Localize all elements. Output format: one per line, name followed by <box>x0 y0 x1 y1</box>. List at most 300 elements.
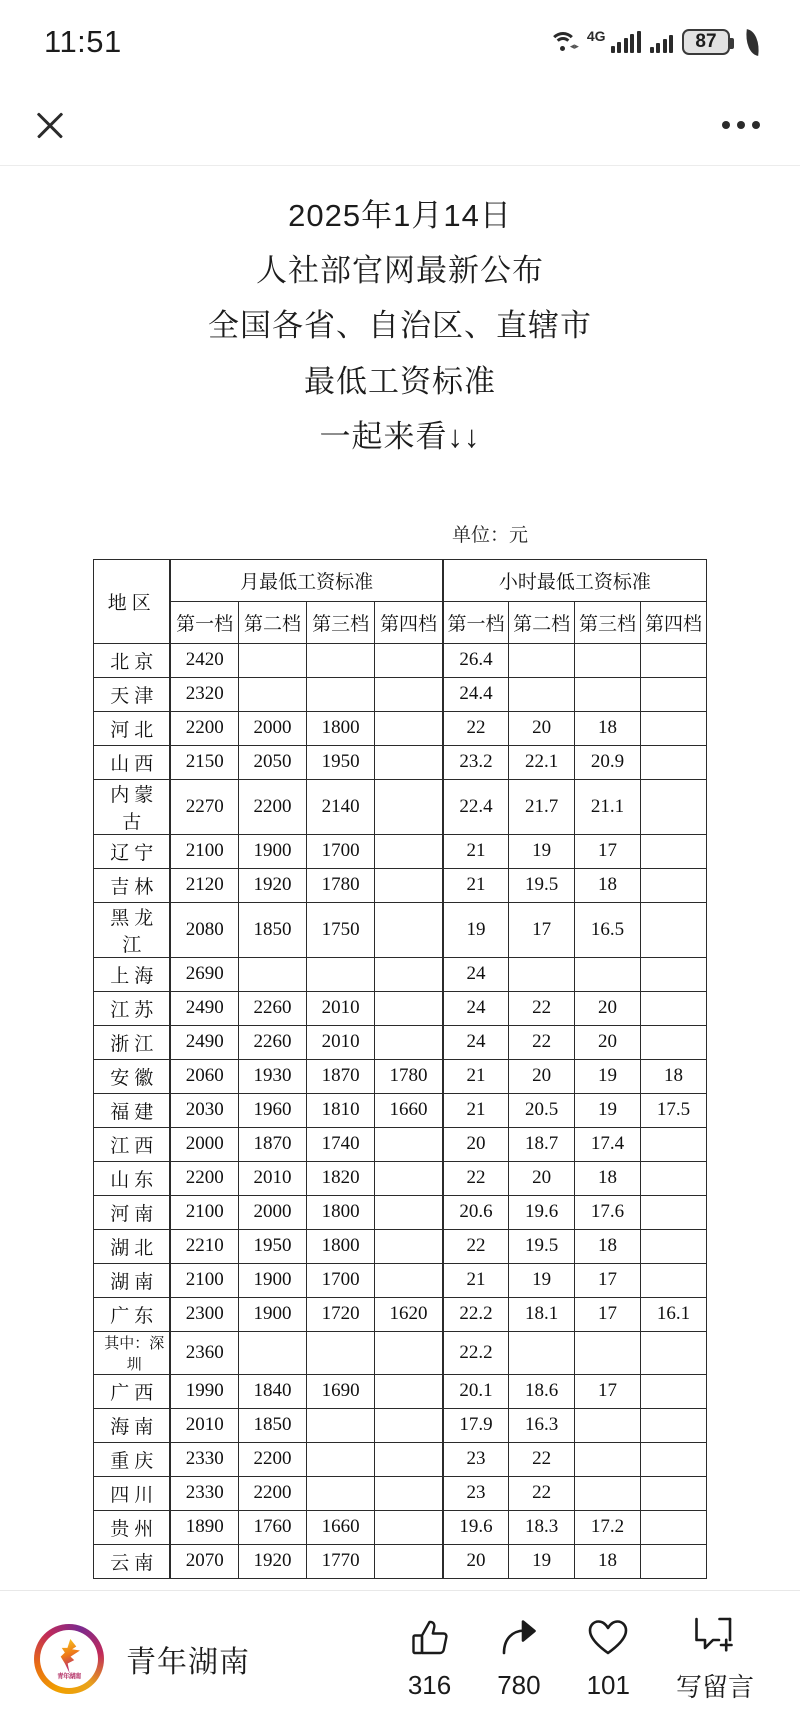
table-cell-hourly-tier-4 <box>641 991 707 1025</box>
table-cell-monthly-tier-4 <box>375 1195 443 1229</box>
table-row <box>94 643 707 677</box>
table-cell-monthly-tier-4 <box>375 1544 443 1578</box>
table-cell-monthly-tier-4 <box>375 1127 443 1161</box>
table-cell-monthly-tier-1: 2010 <box>170 1408 238 1442</box>
table-cell-region: 天津 <box>94 677 171 711</box>
headline-line-3: 全国各省、自治区、直辖市 <box>208 308 592 344</box>
table-tier-header-row <box>94 601 707 643</box>
table-cell-monthly-tier-3: 1740 <box>307 1127 375 1161</box>
table-cell-hourly-tier-2 <box>509 957 575 991</box>
table-cell-region: 山东 <box>94 1161 171 1195</box>
table-cell-hourly-tier-4: 18 <box>641 1059 707 1093</box>
table-group-header-row <box>94 559 707 601</box>
table-cell-hourly-tier-4 <box>641 1161 707 1195</box>
favorite-button[interactable] <box>587 1617 630 1701</box>
headline-line-2: 人社部官网最新公布 <box>256 253 544 289</box>
table-cell-hourly-tier-2 <box>509 1331 575 1374</box>
table-cell-monthly-tier-1: 2330 <box>170 1442 238 1476</box>
table-cell-monthly-tier-2: 1920 <box>238 868 306 902</box>
table-cell-hourly-tier-4 <box>641 902 707 957</box>
table-cell-monthly-tier-4: 1620 <box>375 1297 443 1331</box>
table-cell-hourly-tier-3: 18 <box>575 1161 641 1195</box>
flame-logo-icon <box>56 1639 82 1673</box>
table-cell-hourly-tier-2: 18.6 <box>509 1374 575 1408</box>
table-cell-monthly-tier-4 <box>375 1161 443 1195</box>
table-cell-region: 北京 <box>94 643 171 677</box>
table-cell-monthly-tier-1: 2690 <box>170 957 238 991</box>
table-cell-monthly-tier-2: 2260 <box>238 1025 306 1059</box>
table-cell-region: 广东 <box>94 1297 171 1331</box>
table-cell-monthly-tier-1: 1990 <box>170 1374 238 1408</box>
table-cell-region: 吉林 <box>94 868 171 902</box>
comment-add-icon <box>694 1614 736 1656</box>
table-cell-region: 湖南 <box>94 1263 171 1297</box>
table-cell-hourly-tier-2: 20 <box>509 1161 575 1195</box>
table-cell-hourly-tier-1: 19 <box>443 902 509 957</box>
table-cell-monthly-tier-3 <box>307 643 375 677</box>
table-cell-monthly-tier-1: 2490 <box>170 1025 238 1059</box>
headline-line-5: 一起来看↓↓ <box>319 418 481 454</box>
table-cell-monthly-tier-3: 1780 <box>307 868 375 902</box>
battery-level-label: 87 <box>695 31 717 52</box>
table-cell-hourly-tier-3: 20.9 <box>575 745 641 779</box>
table-cell-hourly-tier-2 <box>509 643 575 677</box>
table-cell-region: 贵州 <box>94 1510 171 1544</box>
header-monthly-tier-1: 第一档 <box>170 601 238 643</box>
signal-icon-secondary <box>650 31 674 53</box>
table-cell-monthly-tier-1: 2490 <box>170 991 238 1025</box>
table-cell-hourly-tier-1: 17.9 <box>443 1408 509 1442</box>
table-cell-monthly-tier-2: 1840 <box>238 1374 306 1408</box>
table-cell-hourly-tier-4 <box>641 957 707 991</box>
share-button[interactable] <box>497 1617 540 1701</box>
table-cell-hourly-tier-3 <box>575 1476 641 1510</box>
close-icon[interactable] <box>30 105 70 145</box>
table-cell-monthly-tier-2: 1850 <box>238 1408 306 1442</box>
table-cell-hourly-tier-1: 23.2 <box>443 745 509 779</box>
table-cell-hourly-tier-1: 22.2 <box>443 1331 509 1374</box>
bottom-action-bar <box>0 1590 800 1727</box>
table-cell-hourly-tier-4 <box>641 1025 707 1059</box>
table-cell-hourly-tier-2: 19 <box>509 1544 575 1578</box>
table-cell-hourly-tier-3: 18 <box>575 1229 641 1263</box>
table-cell-hourly-tier-1: 22.4 <box>443 779 509 834</box>
table-cell-region: 上海 <box>94 957 171 991</box>
table-cell-monthly-tier-1: 2100 <box>170 1263 238 1297</box>
table-cell-monthly-tier-4 <box>375 1510 443 1544</box>
comment-button[interactable] <box>676 1614 754 1704</box>
table-cell-hourly-tier-3 <box>575 1442 641 1476</box>
table-cell-region: 江苏 <box>94 991 171 1025</box>
table-cell-monthly-tier-4 <box>375 1229 443 1263</box>
table-cell-hourly-tier-4 <box>641 1476 707 1510</box>
table-cell-hourly-tier-4 <box>641 643 707 677</box>
table-cell-region: 其中：深圳 <box>94 1331 171 1374</box>
table-cell-hourly-tier-2: 19.5 <box>509 1229 575 1263</box>
table-cell-monthly-tier-2: 2050 <box>238 745 306 779</box>
table-cell-hourly-tier-2: 20 <box>509 711 575 745</box>
table-cell-hourly-tier-2: 22 <box>509 1025 575 1059</box>
table-cell-hourly-tier-3 <box>575 1331 641 1374</box>
table-cell-monthly-tier-2: 2000 <box>238 711 306 745</box>
table-cell-monthly-tier-3: 2010 <box>307 991 375 1025</box>
table-cell-monthly-tier-1: 2100 <box>170 834 238 868</box>
table-cell-monthly-tier-1: 2150 <box>170 745 238 779</box>
table-cell-monthly-tier-3 <box>307 1408 375 1442</box>
table-cell-hourly-tier-3: 17.6 <box>575 1195 641 1229</box>
more-options-icon[interactable] <box>722 121 760 129</box>
avatar-wordmark: 青年湖南 <box>57 1673 81 1680</box>
header-monthly-tier-2: 第二档 <box>238 601 306 643</box>
table-cell-hourly-tier-4 <box>641 1374 707 1408</box>
table-cell-region: 海南 <box>94 1408 171 1442</box>
header-hourly-tier-3: 第三档 <box>575 601 641 643</box>
table-cell-hourly-tier-4: 17.5 <box>641 1093 707 1127</box>
table-cell-hourly-tier-2: 18.7 <box>509 1127 575 1161</box>
status-bar <box>0 0 800 84</box>
wage-table-container <box>93 559 707 1579</box>
table-cell-hourly-tier-4 <box>641 745 707 779</box>
wage-table-body <box>94 643 707 1578</box>
table-cell-hourly-tier-1: 21 <box>443 1093 509 1127</box>
account-name: 青年湖南 <box>126 1646 250 1679</box>
status-time: 11:51 <box>44 24 122 59</box>
signal-icon <box>611 31 641 53</box>
table-cell-hourly-tier-3: 21.1 <box>575 779 641 834</box>
table-cell-hourly-tier-2: 20.5 <box>509 1093 575 1127</box>
table-cell-monthly-tier-4 <box>375 779 443 834</box>
table-row <box>94 1093 707 1127</box>
table-cell-hourly-tier-1: 21 <box>443 834 509 868</box>
table-cell-monthly-tier-3: 1950 <box>307 745 375 779</box>
share-icon <box>499 1617 539 1659</box>
table-cell-region: 山西 <box>94 745 171 779</box>
table-cell-monthly-tier-1: 2300 <box>170 1297 238 1331</box>
table-cell-region: 江西 <box>94 1127 171 1161</box>
table-cell-region: 广西 <box>94 1374 171 1408</box>
table-cell-monthly-tier-2: 1850 <box>238 902 306 957</box>
table-cell-monthly-tier-1: 2270 <box>170 779 238 834</box>
table-cell-region: 云南 <box>94 1544 171 1578</box>
table-cell-hourly-tier-2: 19.6 <box>509 1195 575 1229</box>
table-cell-monthly-tier-3 <box>307 677 375 711</box>
table-cell-monthly-tier-4: 1780 <box>375 1059 443 1093</box>
table-cell-monthly-tier-1: 2120 <box>170 868 238 902</box>
table-cell-hourly-tier-1: 19.6 <box>443 1510 509 1544</box>
table-cell-region: 内蒙古 <box>94 779 171 834</box>
table-row <box>94 779 707 834</box>
thumbs-up-icon <box>411 1617 449 1659</box>
table-cell-hourly-tier-1: 22 <box>443 1161 509 1195</box>
headline-line-4: 最低工资标准 <box>304 363 496 399</box>
table-cell-hourly-tier-4 <box>641 1408 707 1442</box>
table-cell-hourly-tier-1: 23 <box>443 1442 509 1476</box>
header-monthly-tier-3: 第三档 <box>307 601 375 643</box>
table-cell-monthly-tier-1: 2100 <box>170 1195 238 1229</box>
table-cell-hourly-tier-4 <box>641 1544 707 1578</box>
table-cell-hourly-tier-4 <box>641 1442 707 1476</box>
table-cell-monthly-tier-3: 1720 <box>307 1297 375 1331</box>
table-cell-hourly-tier-4 <box>641 868 707 902</box>
table-cell-monthly-tier-1: 2320 <box>170 677 238 711</box>
table-cell-monthly-tier-4 <box>375 1263 443 1297</box>
table-cell-hourly-tier-2: 22 <box>509 991 575 1025</box>
like-button[interactable] <box>408 1617 451 1701</box>
table-cell-monthly-tier-2: 1930 <box>238 1059 306 1093</box>
table-cell-monthly-tier-3: 1690 <box>307 1374 375 1408</box>
table-cell-hourly-tier-2: 21.7 <box>509 779 575 834</box>
table-cell-hourly-tier-3 <box>575 677 641 711</box>
table-cell-monthly-tier-3: 2010 <box>307 1025 375 1059</box>
table-cell-monthly-tier-3: 1700 <box>307 834 375 868</box>
table-cell-monthly-tier-4 <box>375 991 443 1025</box>
table-cell-hourly-tier-2: 18.3 <box>509 1510 575 1544</box>
table-cell-monthly-tier-2: 1760 <box>238 1510 306 1544</box>
table-cell-monthly-tier-2: 1870 <box>238 1127 306 1161</box>
table-row <box>94 868 707 902</box>
table-cell-hourly-tier-1: 26.4 <box>443 643 509 677</box>
table-cell-monthly-tier-1: 2000 <box>170 1127 238 1161</box>
table-cell-hourly-tier-3 <box>575 957 641 991</box>
table-cell-monthly-tier-3: 2140 <box>307 779 375 834</box>
table-cell-region: 四川 <box>94 1476 171 1510</box>
avatar[interactable] <box>34 1624 104 1694</box>
table-cell-hourly-tier-1: 20.6 <box>443 1195 509 1229</box>
table-cell-monthly-tier-4 <box>375 902 443 957</box>
table-cell-monthly-tier-4 <box>375 1442 443 1476</box>
table-cell-hourly-tier-1: 21 <box>443 1263 509 1297</box>
table-row <box>94 1408 707 1442</box>
table-cell-hourly-tier-1: 20 <box>443 1544 509 1578</box>
comment-label: 写留言 <box>675 1672 754 1702</box>
table-cell-monthly-tier-4 <box>375 834 443 868</box>
table-cell-monthly-tier-1: 2360 <box>170 1331 238 1374</box>
table-cell-monthly-tier-4 <box>375 643 443 677</box>
table-cell-hourly-tier-4 <box>641 779 707 834</box>
table-cell-region: 湖北 <box>94 1229 171 1263</box>
table-row <box>94 1263 707 1297</box>
table-cell-hourly-tier-4 <box>641 711 707 745</box>
table-cell-hourly-tier-1: 23 <box>443 1476 509 1510</box>
table-cell-monthly-tier-3 <box>307 1476 375 1510</box>
table-cell-region: 浙江 <box>94 1025 171 1059</box>
table-cell-hourly-tier-1: 24 <box>443 957 509 991</box>
headline-line-1: 2025年1月14日 <box>288 198 512 233</box>
table-cell-hourly-tier-3: 18 <box>575 711 641 745</box>
leaf-icon <box>743 29 761 56</box>
table-cell-hourly-tier-2: 16.3 <box>509 1408 575 1442</box>
table-row <box>94 745 707 779</box>
table-cell-monthly-tier-2: 2200 <box>238 1442 306 1476</box>
table-row <box>94 1544 707 1578</box>
table-cell-hourly-tier-3: 20 <box>575 1025 641 1059</box>
table-cell-monthly-tier-3: 1800 <box>307 711 375 745</box>
table-cell-monthly-tier-1: 2080 <box>170 902 238 957</box>
table-cell-monthly-tier-3 <box>307 1331 375 1374</box>
wifi-icon: ◂▸ <box>548 30 578 54</box>
table-cell-monthly-tier-3: 1870 <box>307 1059 375 1093</box>
table-cell-monthly-tier-1: 1890 <box>170 1510 238 1544</box>
table-cell-region: 河北 <box>94 711 171 745</box>
table-cell-monthly-tier-1: 2200 <box>170 1161 238 1195</box>
table-cell-monthly-tier-3: 1800 <box>307 1229 375 1263</box>
table-row <box>94 677 707 711</box>
table-cell-monthly-tier-4 <box>375 1476 443 1510</box>
table-cell-monthly-tier-2: 1950 <box>238 1229 306 1263</box>
table-cell-monthly-tier-2: 1920 <box>238 1544 306 1578</box>
table-cell-monthly-tier-3: 1700 <box>307 1263 375 1297</box>
network-type-label: 4G <box>586 28 606 44</box>
table-row <box>94 1025 707 1059</box>
table-cell-hourly-tier-3: 17 <box>575 1263 641 1297</box>
table-cell-hourly-tier-1: 20.1 <box>443 1374 509 1408</box>
table-cell-hourly-tier-4 <box>641 1195 707 1229</box>
table-row <box>94 902 707 957</box>
table-cell-hourly-tier-4: 16.1 <box>641 1297 707 1331</box>
table-cell-hourly-tier-1: 24.4 <box>443 677 509 711</box>
table-row <box>94 1229 707 1263</box>
table-cell-monthly-tier-4 <box>375 745 443 779</box>
table-cell-hourly-tier-1: 22.2 <box>443 1297 509 1331</box>
table-cell-hourly-tier-1: 20 <box>443 1127 509 1161</box>
favorite-count: 101 <box>586 1670 630 1700</box>
table-cell-monthly-tier-1: 2030 <box>170 1093 238 1127</box>
table-cell-hourly-tier-1: 22 <box>443 1229 509 1263</box>
table-cell-hourly-tier-1: 24 <box>443 1025 509 1059</box>
table-cell-monthly-tier-4 <box>375 1374 443 1408</box>
wage-table <box>93 559 707 1579</box>
table-cell-hourly-tier-3 <box>575 1408 641 1442</box>
table-cell-hourly-tier-2: 17 <box>509 902 575 957</box>
table-cell-monthly-tier-4 <box>375 868 443 902</box>
table-row <box>94 1161 707 1195</box>
table-cell-monthly-tier-3: 1820 <box>307 1161 375 1195</box>
article-body <box>0 166 800 1579</box>
table-row <box>94 834 707 868</box>
table-cell-hourly-tier-3: 17 <box>575 834 641 868</box>
table-cell-monthly-tier-3 <box>307 1442 375 1476</box>
table-row <box>94 1374 707 1408</box>
table-cell-hourly-tier-4 <box>641 1229 707 1263</box>
battery-icon <box>682 29 730 55</box>
table-cell-hourly-tier-3: 18 <box>575 868 641 902</box>
table-cell-monthly-tier-2: 2000 <box>238 1195 306 1229</box>
table-cell-hourly-tier-4 <box>641 1263 707 1297</box>
table-cell-monthly-tier-2: 1900 <box>238 1263 306 1297</box>
table-cell-hourly-tier-3: 17.2 <box>575 1510 641 1544</box>
table-cell-hourly-tier-4 <box>641 834 707 868</box>
table-cell-hourly-tier-2: 22 <box>509 1476 575 1510</box>
action-buttons <box>408 1614 766 1704</box>
table-cell-monthly-tier-3: 1750 <box>307 902 375 957</box>
table-cell-monthly-tier-4 <box>375 1331 443 1374</box>
table-cell-hourly-tier-3: 19 <box>575 1093 641 1127</box>
table-cell-monthly-tier-2: 1900 <box>238 834 306 868</box>
table-cell-hourly-tier-2: 18.1 <box>509 1297 575 1331</box>
table-cell-hourly-tier-2: 20 <box>509 1059 575 1093</box>
table-cell-monthly-tier-4 <box>375 1408 443 1442</box>
table-cell-monthly-tier-2: 2010 <box>238 1161 306 1195</box>
article-headline <box>0 188 800 464</box>
table-row <box>94 991 707 1025</box>
table-cell-hourly-tier-4 <box>641 1510 707 1544</box>
wage-table-head <box>94 559 707 643</box>
table-cell-hourly-tier-2: 22 <box>509 1442 575 1476</box>
header-hourly-tier-1: 第一档 <box>443 601 509 643</box>
header-hourly-tier-4: 第四档 <box>641 601 707 643</box>
table-cell-hourly-tier-2: 22.1 <box>509 745 575 779</box>
table-cell-hourly-tier-1: 24 <box>443 991 509 1025</box>
table-cell-monthly-tier-3: 1660 <box>307 1510 375 1544</box>
header-region: 地区 <box>94 559 171 643</box>
table-unit-note: 单位：元 <box>451 524 528 546</box>
table-cell-monthly-tier-3: 1800 <box>307 1195 375 1229</box>
table-cell-hourly-tier-2 <box>509 677 575 711</box>
table-cell-hourly-tier-1: 21 <box>443 1059 509 1093</box>
table-row <box>94 1476 707 1510</box>
table-cell-monthly-tier-3 <box>307 957 375 991</box>
like-count: 316 <box>407 1670 452 1700</box>
table-row <box>94 1297 707 1331</box>
table-cell-hourly-tier-3: 17 <box>575 1297 641 1331</box>
table-cell-hourly-tier-3: 19 <box>575 1059 641 1093</box>
table-cell-hourly-tier-2: 19 <box>509 834 575 868</box>
header-hourly-tier-2: 第二档 <box>509 601 575 643</box>
share-count: 780 <box>497 1670 541 1700</box>
table-cell-monthly-tier-4 <box>375 957 443 991</box>
table-cell-hourly-tier-3: 17 <box>575 1374 641 1408</box>
table-cell-hourly-tier-2: 19 <box>509 1263 575 1297</box>
table-row <box>94 1331 707 1374</box>
table-cell-hourly-tier-1: 21 <box>443 868 509 902</box>
table-cell-monthly-tier-2 <box>238 677 306 711</box>
header-monthly-tier-4: 第四档 <box>375 601 443 643</box>
table-cell-monthly-tier-1: 2200 <box>170 711 238 745</box>
table-cell-region: 福建 <box>94 1093 171 1127</box>
table-cell-hourly-tier-1: 22 <box>443 711 509 745</box>
table-cell-region: 安徽 <box>94 1059 171 1093</box>
table-cell-monthly-tier-2: 2200 <box>238 1476 306 1510</box>
table-cell-hourly-tier-3: 16.5 <box>575 902 641 957</box>
table-row <box>94 1059 707 1093</box>
table-cell-monthly-tier-2 <box>238 643 306 677</box>
table-cell-region: 河南 <box>94 1195 171 1229</box>
table-row <box>94 1510 707 1544</box>
table-cell-monthly-tier-4 <box>375 1025 443 1059</box>
table-cell-monthly-tier-4 <box>375 711 443 745</box>
table-cell-monthly-tier-2 <box>238 957 306 991</box>
table-cell-hourly-tier-4 <box>641 677 707 711</box>
table-cell-monthly-tier-1: 2420 <box>170 643 238 677</box>
table-cell-monthly-tier-2: 2260 <box>238 991 306 1025</box>
table-cell-hourly-tier-2: 19.5 <box>509 868 575 902</box>
account-block[interactable] <box>34 1624 250 1694</box>
table-row <box>94 957 707 991</box>
table-row <box>94 1127 707 1161</box>
table-cell-monthly-tier-1: 2060 <box>170 1059 238 1093</box>
table-cell-region: 黑龙江 <box>94 902 171 957</box>
table-cell-monthly-tier-1: 2070 <box>170 1544 238 1578</box>
table-row <box>94 711 707 745</box>
table-cell-monthly-tier-2: 1960 <box>238 1093 306 1127</box>
table-cell-monthly-tier-2 <box>238 1331 306 1374</box>
header-group-hourly: 小时最低工资标准 <box>443 559 707 601</box>
table-row <box>94 1442 707 1476</box>
heart-icon <box>588 1617 628 1659</box>
table-cell-monthly-tier-4 <box>375 677 443 711</box>
table-cell-region: 辽宁 <box>94 834 171 868</box>
table-cell-hourly-tier-4 <box>641 1127 707 1161</box>
